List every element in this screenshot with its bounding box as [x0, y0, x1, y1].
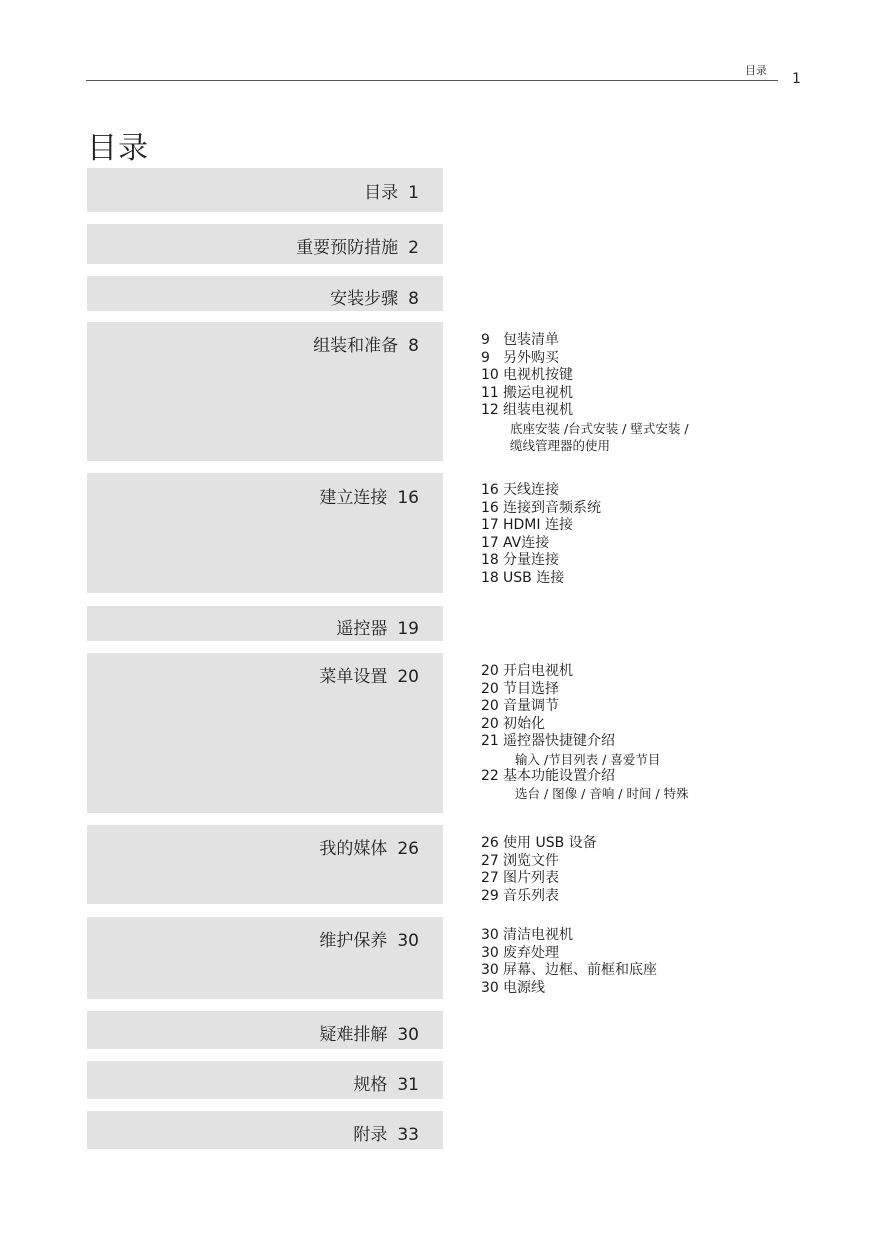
list-item[interactable]: 18 USB 连接 [481, 569, 565, 586]
sublist-connections [481, 482, 601, 587]
section-page: 16 [397, 488, 419, 508]
list-note: 选台 / 图像 / 音响 / 时间 / 特殊 [515, 786, 689, 801]
list-item[interactable]: 26 使用 USB 设备 [481, 835, 597, 851]
list-item[interactable]: 20 初始化 [481, 715, 545, 732]
list-item[interactable]: 20 音量调节 [481, 698, 559, 714]
section-label: 附录 [353, 1125, 388, 1145]
list-item[interactable]: 9 另外购买 [481, 349, 559, 366]
sublist-maintenance [481, 927, 657, 997]
list-item[interactable]: 17 HDMI 连接 [481, 517, 573, 533]
list-item[interactable]: 30 清洁电视机 [481, 927, 573, 943]
section-page: 19 [397, 619, 419, 639]
list-item[interactable]: 11 搬运电视机 [481, 384, 573, 401]
section-page: 1 [408, 183, 419, 203]
section-page: 2 [408, 238, 419, 258]
list-item[interactable]: 9 包装清单 [481, 332, 559, 348]
list-item[interactable]: 30 电源线 [481, 979, 545, 996]
list-item[interactable]: 21 遥控器快捷键介绍 [481, 733, 615, 749]
toc-section-remote[interactable] [87, 606, 443, 641]
section-label: 目录 [364, 183, 399, 203]
toc-section-assembly[interactable] [87, 322, 443, 461]
section-label: 菜单设置 [319, 667, 388, 687]
section-label: 遥控器 [336, 619, 388, 639]
header-rule [86, 80, 778, 81]
toc-section-connections[interactable] [87, 473, 443, 593]
list-item[interactable]: 29 音乐列表 [481, 887, 559, 904]
page-number: 1 [792, 71, 801, 87]
section-page: 30 [397, 1025, 419, 1045]
sublist-assembly [481, 332, 689, 454]
list-item[interactable]: 10 电视机按键 [481, 367, 573, 383]
section-page: 8 [408, 289, 419, 309]
toc-section-menu-settings[interactable] [87, 653, 443, 813]
list-item[interactable]: 20 节目选择 [481, 680, 559, 697]
section-label: 建立连接 [319, 488, 388, 508]
toc-section-installation-steps[interactable] [87, 276, 443, 311]
section-label: 重要预防措施 [296, 238, 399, 258]
list-item[interactable]: 12 组装电视机 [481, 402, 573, 418]
sublist-my-media [481, 835, 597, 905]
section-label: 安装步骤 [330, 289, 399, 309]
list-item[interactable]: 16 连接到音频系统 [481, 499, 601, 516]
section-label: 维护保养 [319, 931, 388, 951]
list-item[interactable]: 27 浏览文件 [481, 852, 559, 869]
section-page: 31 [397, 1075, 419, 1095]
section-page: 33 [397, 1125, 419, 1145]
toc-section-specifications[interactable] [87, 1061, 443, 1099]
section-label: 我的媒体 [319, 839, 388, 859]
header-section-label: 目录 [745, 64, 767, 77]
toc-section-appendix[interactable] [87, 1111, 443, 1149]
section-page: 26 [397, 839, 419, 859]
list-item[interactable]: 27 图片列表 [481, 870, 559, 886]
toc-section-maintenance[interactable] [87, 917, 443, 999]
toc-section-my-media[interactable] [87, 825, 443, 904]
list-note: 缆线管理器的使用 [510, 437, 611, 453]
section-label: 疑难排解 [319, 1025, 388, 1045]
section-label: 组装和准备 [313, 336, 399, 356]
section-page: 8 [408, 336, 419, 356]
list-item[interactable]: 30 废弃处理 [481, 944, 559, 961]
list-item[interactable]: 18 分量连接 [481, 552, 559, 568]
sublist-menu-settings [481, 663, 689, 802]
toc-section-precautions[interactable] [87, 224, 443, 264]
list-item[interactable]: 30 屏幕、边框、前框和底座 [481, 962, 657, 978]
toc-section-contents[interactable] [87, 168, 443, 212]
toc-section-troubleshooting[interactable] [87, 1011, 443, 1049]
list-item[interactable]: 20 开启电视机 [481, 663, 573, 679]
section-label: 规格 [353, 1075, 388, 1095]
list-item[interactable]: 17 AV连接 [481, 534, 550, 551]
section-page: 30 [397, 931, 419, 951]
list-item[interactable]: 16 天线连接 [481, 482, 559, 498]
section-page: 20 [397, 667, 419, 687]
list-note: 输入 /节目列表 / 喜爱节目 [515, 751, 661, 767]
list-note: 底座安装 /台式安装 / 壁式安装 / [510, 420, 689, 436]
list-item[interactable]: 22 基本功能设置介绍 [481, 767, 615, 784]
page-title: 目录 [87, 131, 149, 166]
